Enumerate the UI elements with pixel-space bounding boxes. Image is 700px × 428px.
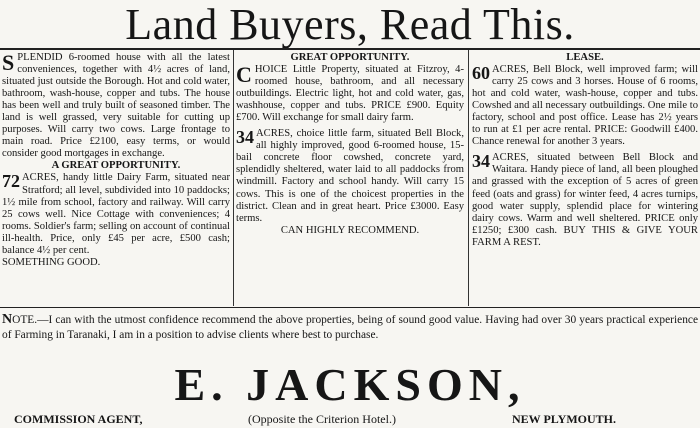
agent-name: E. JACKSON, (174, 359, 526, 410)
column-3 (472, 52, 698, 306)
note-lead: N (2, 312, 13, 327)
note-paragraph (2, 312, 698, 343)
drop-cap: C (236, 62, 252, 88)
footer-town: NEW PLYMOUTH. (512, 412, 617, 426)
listing-fitzroy (236, 64, 464, 124)
listing-dairy-farm (2, 172, 230, 256)
listing-house-4-acres (2, 52, 230, 160)
acre-number: 72 (2, 171, 20, 192)
note-text: OTE.—I can with the utmost confidence recommend the above properties, being of sound good value. Having had over 30 years practical experience of Farming in Taranaki, I am in a position to advise clients where best to purchase. (2, 314, 698, 341)
listing-bell-block-waitara (472, 152, 698, 248)
listing-bell-block-farm (236, 128, 464, 224)
listing-text: ACRES, handy little Dairy Farm, situated near Stratford; all level, subdivided into 10 paddocks; 1½ mile from school, factory and railway. Will carry 25 cows well. Nice Cottage with conveniences; 4 rooms. Soldier's farm; selling on account of continual ill-health. Price, only £45 per acre, £500 cash; balance 4½ per cent. (2, 172, 230, 256)
listing-text: HOICE Little Property, situated at Fitzroy, 4-roomed house, bathroom, and all necessary outbuildings. Electric light, hot and cold water, gas, washhouse, copper and tubs. PRICE £900. Equity £700. Will exchange for small dairy farm. (236, 64, 464, 124)
column-1 (2, 52, 230, 306)
acre-number: 34 (472, 151, 490, 172)
listing-text: ACRES, Bell Block, well improved farm; will carry 25 cows and 3 horses. House of 6 rooms, hot and cold water, wash-house, copper and tubs. Cowshed and all necessary outbuildings. One mile to factory, school and post office. Lease has 2½ years to run at £1 per acre rental. PRICE: Goodwill £400. Chance renewal for another 3 years. (472, 64, 698, 148)
listing-text: ACRES, situated between Bell Block and Waitara. Handy piece of land, all been ploughed and grassed with the exception of 5 acres of green feed (oats and grass) for winter feed, 4 acres turnips, good water supply, splendid place for wintering dairy cows. Warm and well sheltered. PRICE only £1250; £300 cash. BUY THIS & GIVE YOUR FARM A REST. (472, 152, 698, 248)
section-heading: GREAT OPPORTUNITY. (290, 52, 410, 63)
middle-rule (0, 307, 700, 308)
section-heading: A GREAT OPPORTUNITY. (51, 160, 181, 172)
closing-line: SOMETHING GOOD. (2, 256, 101, 268)
headline: Land Buyers, Read This. (125, 0, 575, 49)
listing-text: ACRES, choice little farm, situated Bell Block, all highly improved, good 6-roomed house, 15-bail concrete floor cowshed, concrete yard, splendidly sheltered, water laid to all paddocks from windmill. Factory and school handy. Will carry 15 cows. This is one of the choicest properties in the district. Clean and in great heart. Price £3000. Easy terms. (236, 128, 464, 224)
footer-address: (Opposite the Criterion Hotel.) (248, 412, 396, 426)
column-2 (236, 52, 464, 306)
column-divider-2 (468, 50, 469, 306)
acre-number: 60 (472, 63, 490, 84)
listing-lease (472, 64, 698, 148)
drop-cap: S (2, 52, 15, 75)
footer (0, 410, 700, 428)
acre-number: 34 (236, 127, 254, 148)
footer-title: COMMISSION AGENT, (14, 412, 143, 426)
section-heading: LEASE. (566, 52, 604, 63)
closing-line: CAN HIGHLY RECOMMEND. (280, 224, 420, 236)
listing-text: PLENDID 6-roomed house with all the latest conveniences, together with 4½ acres of land, situated just outside the Borough. Hot and cold water, bathroom, wash-house, copper and tubs. The house has been well and truly built of seasoned timber. The land is well grassed, very suitable for cutting up purposes. Will carry two cows. Large frontage to main road. Price £2100, easy terms, or would consider good mortgages in exchange. (2, 52, 230, 160)
column-divider-1 (233, 50, 234, 306)
top-rule (0, 48, 700, 50)
